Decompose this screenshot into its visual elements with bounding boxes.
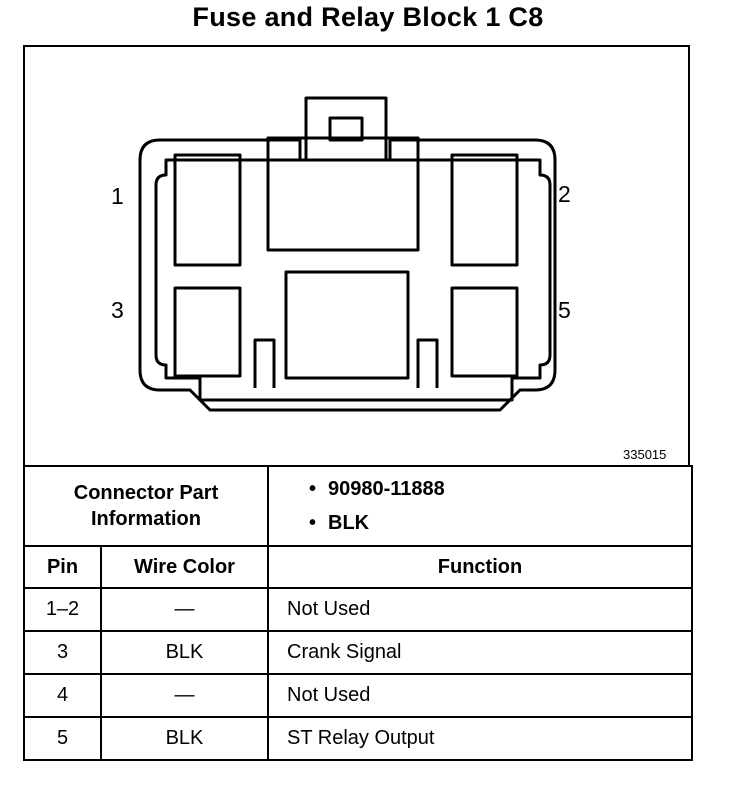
function-cell: Not Used [268,588,692,631]
table-header-row [24,546,692,588]
figure-id: 335015 [623,447,667,462]
pin-label-2: 2 [558,181,571,207]
function-cell: ST Relay Output [268,717,692,760]
connector-part-values [268,466,692,546]
connector-housing-outline [140,140,555,410]
cavity-pin-2 [452,155,517,265]
cavity-pin-5 [452,288,517,376]
locking-tab [306,98,386,160]
pin-cell: 3 [24,631,101,674]
table-row [24,588,692,631]
table-row [24,631,692,674]
table-row [24,717,692,760]
connector-part-label: Connector Part Information [24,466,268,546]
cavity-center-bottom [286,272,408,378]
wire-color-cell: — [101,588,268,631]
connector-info-table [23,465,693,761]
connector-housing-inner [156,160,550,400]
connector-part-row [24,466,692,546]
wire-color-cell: BLK [101,717,268,760]
pin-cell: 5 [24,717,101,760]
cavity-pin-1 [175,155,240,265]
cavity-center-top [268,138,418,250]
pin-cell: 1–2 [24,588,101,631]
header-pin: Pin [24,546,101,588]
function-cell: Not Used [268,674,692,717]
pin-label-3: 3 [111,297,124,323]
connector-color: • BLK [309,506,691,540]
wire-color-cell: — [101,674,268,717]
wire-color-cell: BLK [101,631,268,674]
page-title: Fuse and Relay Block 1 C8 [192,2,544,32]
table-row [24,674,692,717]
header-function: Function [268,546,692,588]
function-cell: Crank Signal [268,631,692,674]
key-slot-right [418,340,437,388]
part-number: • 90980-11888 [309,472,691,506]
pin-label-5: 5 [558,297,571,323]
pin-cell: 4 [24,674,101,717]
pin-label-1: 1 [111,183,124,209]
header-wire-color: Wire Color [101,546,268,588]
key-slot-left [255,340,274,388]
cavity-pin-3 [175,288,240,376]
